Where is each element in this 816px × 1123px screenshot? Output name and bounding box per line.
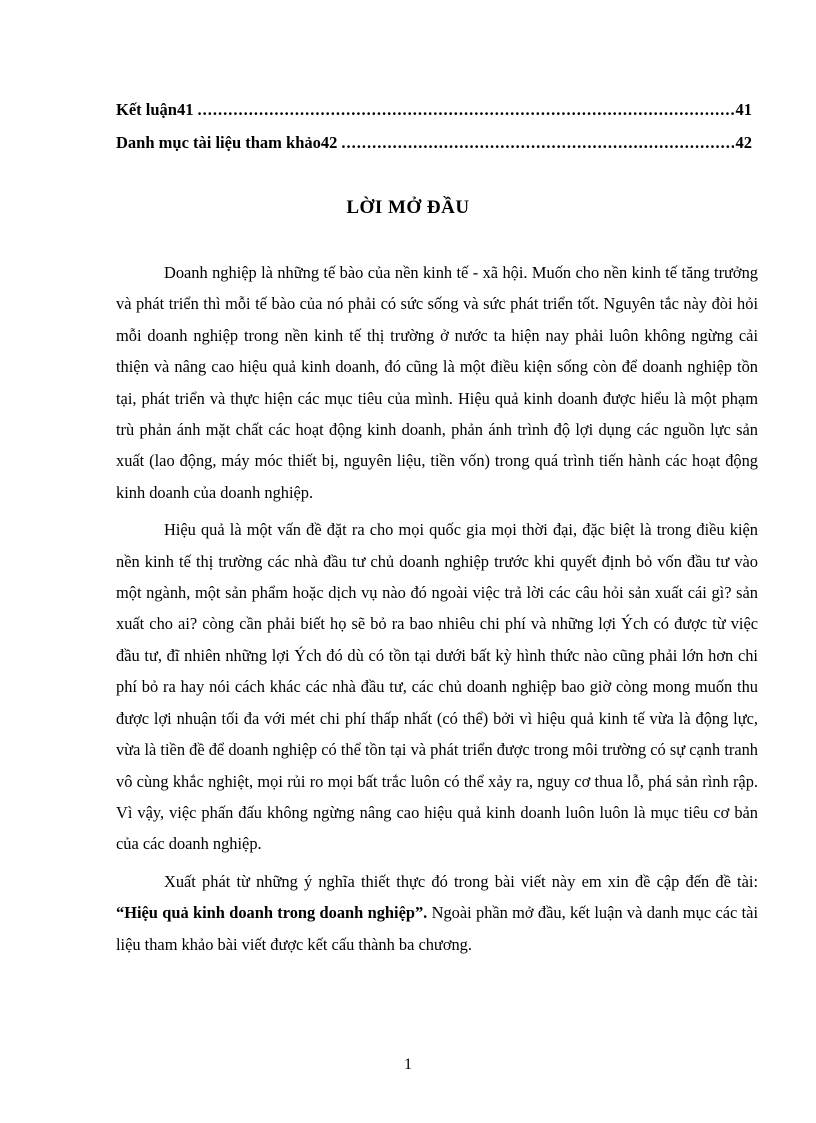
toc-leader-dots [341, 126, 733, 159]
paragraph-text: Xuất phát từ những ý nghĩa thiết thực đó trong bài viết này em xin đề cập đến đề tài: [164, 871, 758, 891]
toc-entry [116, 126, 752, 159]
topic-title: “Hiệu quả kinh doanh trong doanh nghiệp”. [116, 903, 428, 923]
paragraph: Doanh nghiệp là những tế bào của nền kinh tế - xã hội. Muốn cho nền kinh tế tăng trưởng và phát triển thì mỗi tế bào của nó phải có sức sống và sức phát triển tốt. Nguyên tắc này đòi hỏi mỗi doanh nghiệp trong nền kinh tế thị trường ở nước ta hiện nay phải luôn không ngừng cải thiện và nâng cao hiệu quả kinh doanh, đó cũng là một điều kiện sống còn để doanh nghiệp tồn tại, phát triển và thực hiện các mục tiêu của mình. Hiệu quả kinh doanh được hiểu là một phạm trù phản ánh mặt chất các hoạt động kinh doanh, phản ánh trình độ lợi dụng các nguồn lực sản xuất (lao động, máy móc thiết bị, nguyên liệu, tiền vốn) trong quá trình tiến hành các hoạt động kinh doanh của doanh nghiệp. [116, 263, 758, 502]
paragraph: Hiệu quả là một vấn đề đặt ra cho mọi quốc gia mọi thời đại, đặc biệt là trong điều kiện nền kinh tế thị trường các nhà đầu tư chủ doanh nghiệp trước khi quyết định bỏ vốn đầu tư vào một ngành, một sản phẩm hoặc dịch vụ nào đó ngoài việc trả lời các câu hỏi sản xuất cái gì? sản xuất cho ai? còng cần phải biết họ sẽ bỏ ra bao nhiêu chi phí và những lợi Ých có được từ việc đầu tư, đĩ nhiên những lợi Ých đó dù có tồn tại dưới bất kỳ hình thức nào cũng phải lớn hơn chi phí bỏ ra hay nói cách khác các nhà đầu tư, các chủ doanh nghiệp bao giờ còng mong muốn thu được lợi nhuận tối đa với mét chi phí thấp nhất (có thể) bởi vì hiệu quả kinh tế vừa là động lực, vừa là tiền đề để doanh nghiệp có thể tồn tại và phát triển được trong môi trường có sự cạnh tranh vô cùng khắc nghiệt, mọi rủi ro mọi bất trắc luôn có thể xảy ra, nguy cơ thua lỗ, phá sản rình rập. Vì vậy, việc phấn đấu không ngừng nâng cao hiệu quả kinh doanh luôn luôn là mục tiêu cơ bản của các doanh nghiệp. [116, 520, 758, 854]
body-text [116, 257, 758, 966]
section-heading: LỜI MỞ ĐẦU [346, 197, 470, 218]
toc-entry-label: Kết luận41 [116, 100, 194, 119]
toc-entry-page: 42 [735, 133, 752, 152]
toc-entry-page: 41 [735, 100, 752, 119]
paragraph [116, 866, 758, 960]
toc-entry-label: Danh mục tài liệu tham khảo42 [116, 133, 338, 152]
toc-entry [116, 93, 752, 126]
table-of-contents [116, 93, 752, 159]
page-number: 1 [404, 1056, 412, 1073]
toc-leader-dots [197, 93, 733, 126]
paragraph-text: Ngoài phần mở đầu, kết luận và danh mục các tài liệu tham khảo bài viết được kết cấu thành ba chương. [116, 903, 758, 954]
